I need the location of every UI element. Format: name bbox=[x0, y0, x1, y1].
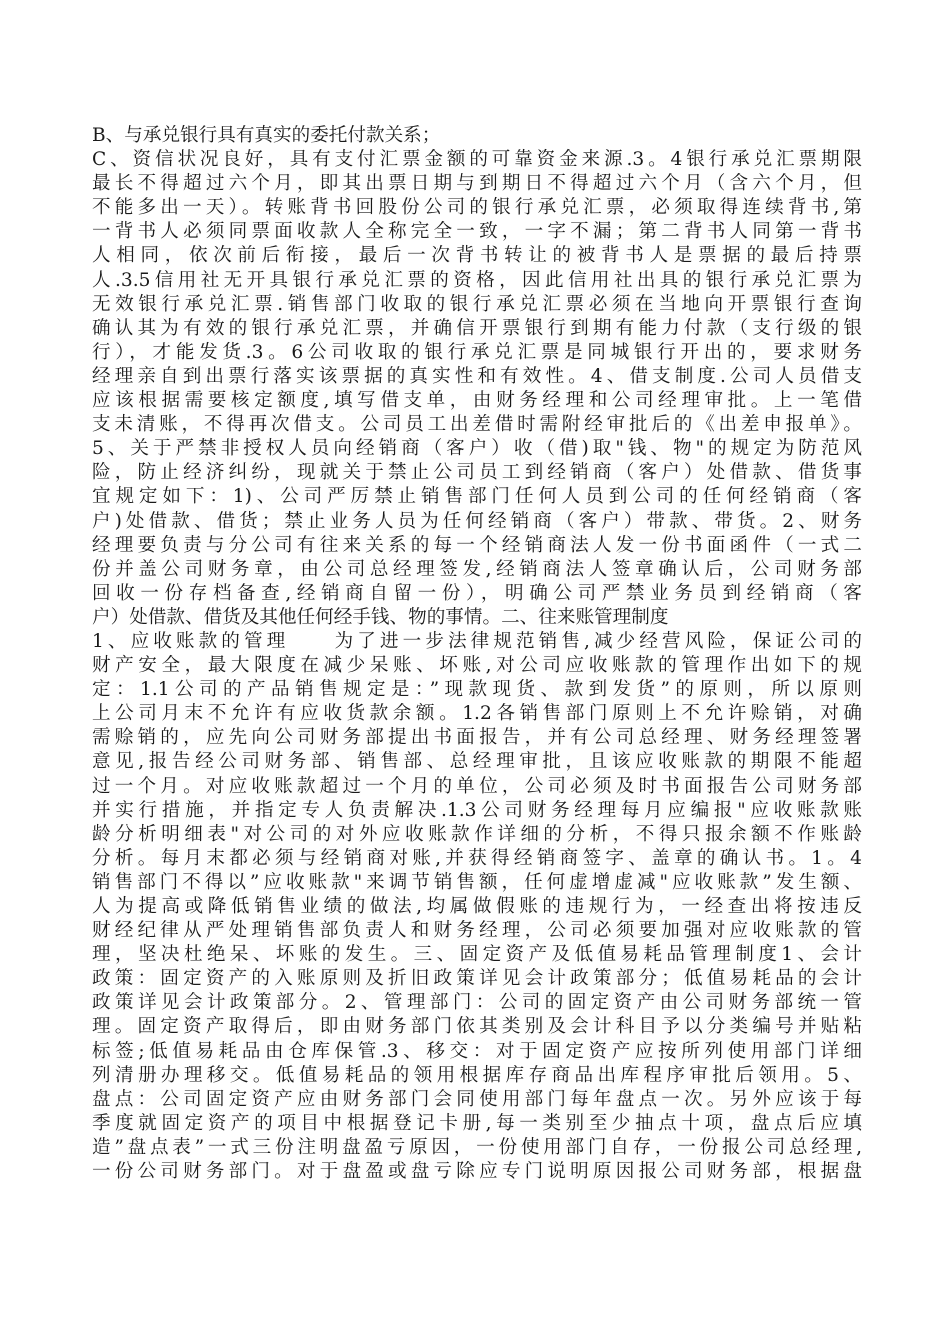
text-line: 财经纪律从严处理销售部负责人和财务经理，公司必须要加强对应收账款的管 bbox=[92, 920, 862, 942]
text-line: 户)处借款、借货；禁止业务人员为任何经销商（客户）带款、带货。2、财务 bbox=[92, 510, 862, 532]
text-line: 户）处借款、借货及其他任何经手钱、物的事情。二、往来账管理制度 bbox=[92, 606, 669, 628]
text-line: 标签;低值易耗品由仓库保管.3、移交：对于固定资产应按所列使用部门详细 bbox=[92, 1040, 862, 1062]
text-line: 上公司月末不允许有应收货款余额。1.2各销售部门原则上不允许赊销，对确 bbox=[92, 703, 862, 725]
text-line: 经理亲自到出票行落实该票据的真实性和有效性。4、借支制度.公司人员借支 bbox=[92, 365, 862, 387]
text-line: 一背书人必须同票面收款人全称完全一致，一字不漏；第二背书人同第一背书 bbox=[92, 221, 862, 243]
text-line: 并实行措施，并指定专人负责解决.1.3公司财务经理每月应编报"应收账款账 bbox=[92, 799, 862, 821]
text-line: 确认其为有效的银行承兑汇票，并确信开票银行到期有能力付款（支行级的银 bbox=[92, 317, 862, 339]
text-line: 理。固定资产取得后，即由财务部门依其类别及会计科目予以分类编号并贴粘 bbox=[92, 1016, 862, 1038]
text-line: 险，防止经济纠纷，现就关于禁止公司员工到经销商（客户）处借款、借货事 bbox=[92, 462, 862, 484]
text-line: 销售部门不得以”应收账款"来调节销售额，任何虚增虚减"应收账款”发生额、 bbox=[92, 871, 862, 893]
text-line: 回收一份存档备查,经销商自留一份），明确公司严禁业务员到经销商（客 bbox=[92, 582, 862, 604]
text-line: 一份公司财务部门。对于盘盈或盘亏除应专门说明原因报公司财务部，根据盘 bbox=[92, 1161, 862, 1183]
text-line: 最长不得超过六个月，即其出票日期与到期日不得超过六个月（含六个月，但 bbox=[92, 173, 862, 195]
text-line: 政策：固定资产的入账原则及折旧政策详见会计政策部分；低值易耗品的会计 bbox=[92, 968, 862, 990]
text-line: 需赊销的，应先向公司财务部提出书面报告，并有公司总经理、财务经理签署 bbox=[92, 727, 862, 749]
text-line: 定：1.1公司的产品销售规定是：”现款现货、款到发货”的原则，所以原则 bbox=[92, 679, 862, 701]
text-line: 造”盘点表”一式三份注明盘盈亏原因，一份使用部门自存，一份报公司总经理, bbox=[92, 1136, 862, 1158]
text-line: 人为提高或降低销售业绩的做法,均属做假账的违规行为，一经查出将按违反 bbox=[92, 896, 862, 917]
text-line: 5、关于严禁非授权人员向经销商（客户）收（借)取"钱、物"的规定为防范风 bbox=[92, 438, 862, 460]
text-line: 过一个月。对应收账款超过一个月的单位，公司必须及时书面报告公司财务部 bbox=[92, 775, 862, 797]
text-line: 政策详见会计政策部分。2、管理部门：公司的固定资产由公司财务部统一管 bbox=[92, 992, 862, 1014]
text-line: 支未清账，不得再次借支。公司员工出差借时需附经审批后的《出差申报单》。 bbox=[92, 414, 862, 436]
text-line: 龄分析明细表"对公司的对外应收账款作详细的分析，不得只报余额不作账龄 bbox=[92, 823, 862, 845]
text-line: 1、应收账款的管理 为了进一步法律规范销售,减少经营风险，保证公司的 bbox=[92, 630, 862, 652]
text-line: 人.3.5信用社无开具银行承兑汇票的资格，因此信用社出具的银行承兑汇票为 bbox=[92, 269, 862, 291]
text-line: 意见,报告经公司财务部、销售部、总经理审批，且该应收账款的期限不能超 bbox=[92, 751, 862, 773]
text-line: 财产安全，最大限度在减少呆账、坏账,对公司应收账款的管理作出如下的规 bbox=[92, 655, 862, 677]
text-line: 理，坚决杜绝呆、坏账的发生。三、固定资产及低值易耗品管理制度1、会计 bbox=[92, 944, 862, 966]
text-line: 宜规定如下：1)、公司严厉禁止销售部门任何人员到公司的任何经销商（客 bbox=[92, 486, 862, 508]
text-line: 盘点：公司固定资产应由财务部门会同使用部门每年盘点一次。另外应该于每 bbox=[92, 1088, 862, 1110]
text-line: 行），才能发货.3。6公司收取的银行承兑汇票是同城银行开出的，要求财务 bbox=[92, 341, 862, 363]
text-line: 份并盖公司财务章，由公司总经理签发,经销商法人签章确认后，公司财务部 bbox=[92, 558, 862, 580]
text-line: C、资信状况良好，具有支付汇票金额的可靠资金来源.3。4银行承兑汇票期限 bbox=[92, 149, 862, 171]
text-line: 人相同，依次前后衔接，最后一次背书转让的被背书人是票据的最后持票 bbox=[92, 245, 862, 267]
document-body bbox=[92, 124, 862, 1184]
text-line: 季度就固定资产的项目中根据登记卡册,每一类别至少抽点十项，盘点后应填 bbox=[92, 1112, 862, 1134]
text-line: 应该根据需要核定额度,填写借支单，由财务经理和公司经理审批。上一笔借 bbox=[92, 390, 862, 412]
text-line: 经理要负责与分公司有往来关系的每一个经销商法人发一份书面函件（一式二 bbox=[92, 534, 862, 556]
text-line: 分析。每月末都必须与经销商对账,并获得经销商签字、盖章的确认书。1。4 bbox=[92, 847, 862, 869]
text-line: 列清册办理移交。低值易耗品的领用根据库存商品出库程序审批后领用。5、 bbox=[92, 1064, 862, 1086]
text-line: 不能多出一天）。转账背书回股份公司的银行承兑汇票，必须取得连续背书,第 bbox=[92, 197, 862, 219]
text-line: B、与承兑银行具有真实的委托付款关系； bbox=[92, 125, 441, 146]
text-line: 无效银行承兑汇票.销售部门收取的银行承兑汇票必须在当地向开票银行查询 bbox=[92, 293, 862, 315]
